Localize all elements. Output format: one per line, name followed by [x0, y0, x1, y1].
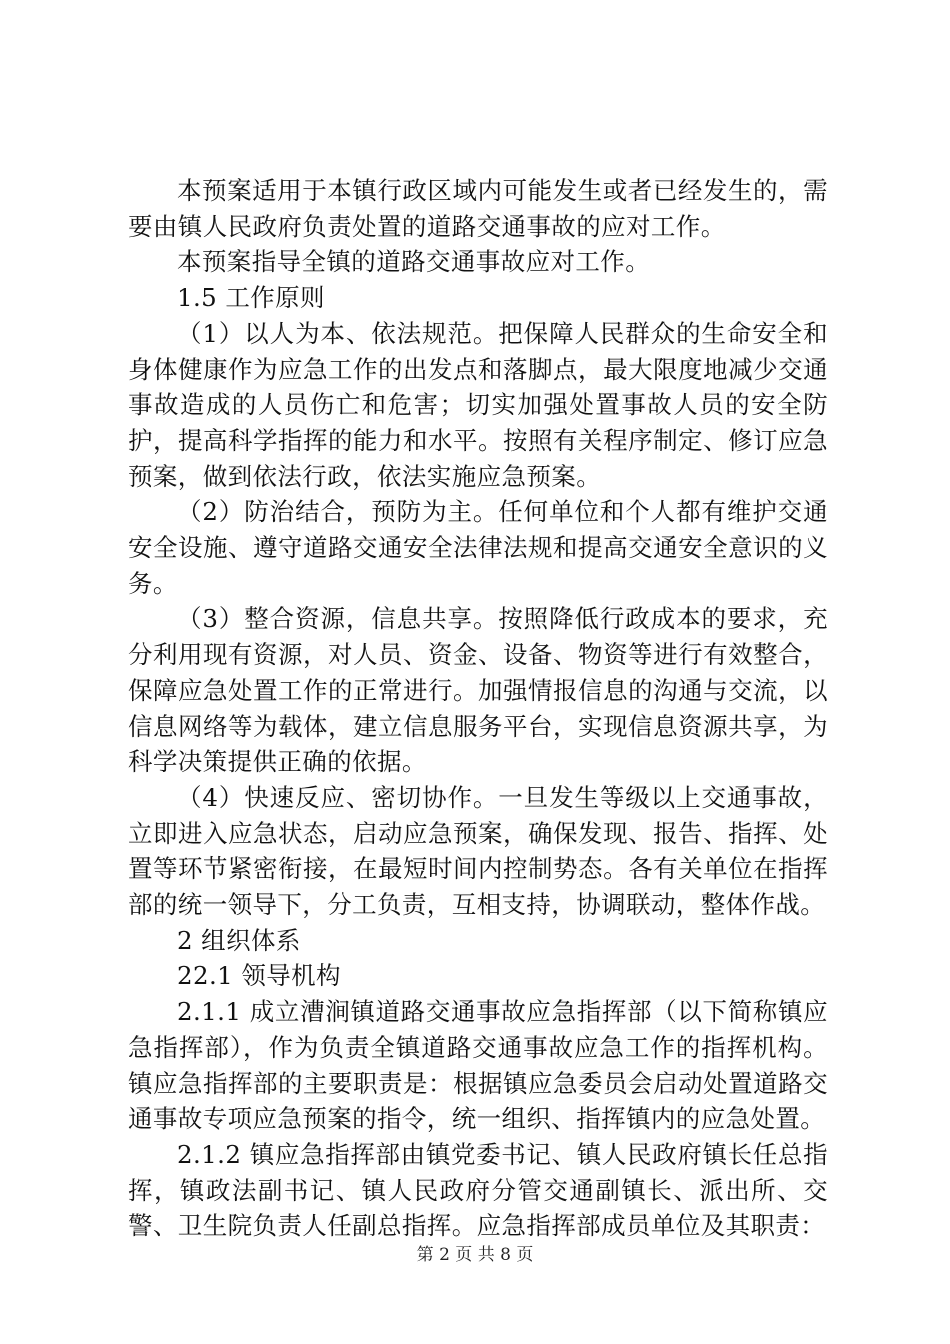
paragraph: （1）以人为本、依法规范。把保障人民群众的生命安全和身体健康作为应急工作的出发点和落脚点，最大限度地减少交通事故造成的人员伤亡和危害；切实加强处置事故人员的安全防护，提高科学指挥的能力和水平。按照有关程序制定、修订应急预案，做到依法行政，依法实施应急预案。: [128, 318, 828, 491]
paragraph: 2.1.1 成立漕涧镇道路交通事故应急指挥部（以下简称镇应急指挥部），作为负责全镇道路交通事故应急工作的指挥机构。镇应急指挥部的主要职责是：根据镇应急委员会启动处置道路交通事故专项应急预案的指令，统一组织、指挥镇内的应急处置。: [128, 997, 828, 1134]
section-heading: 2 组织体系: [177, 925, 301, 955]
paragraph: （3）整合资源，信息共享。按照降低行政成本的要求，充分利用现有资源，对人员、资金、设备、物资等进行有效整合，保障应急处置工作的正常进行。加强情报信息的沟通与交流，以信息网络等为载体，建立信息服务平台，实现信息资源共享，为科学决策提供正确的依据。: [128, 604, 828, 777]
paragraph: 本预案适用于本镇行政区域内可能发生或者已经发生的，需要由镇人民政府负责处置的道路交通事故的应对工作。: [128, 176, 828, 241]
section-heading: 1.5 工作原则: [177, 283, 325, 313]
paragraph: （4）快速反应、密切协作。一旦发生等级以上交通事故，立即进入应急状态，启动应急预案，确保发现、报告、指挥、处置等环节紧密衔接，在最短时间内控制势态。各有关单位在指挥部的统一领导下，分工负责，互相支持，协调联动，整体作战。: [128, 782, 828, 920]
page-number-label: 第 2 页 共 8 页: [416, 1245, 534, 1265]
paragraph: 本预案指导全镇的道路交通事故应对工作。: [177, 247, 651, 277]
paragraph: 2.1.2 镇应急指挥部由镇党委书记、镇人民政府镇长任总指挥，镇政法副书记、镇人民政府分管交通副镇长、派出所、交警、卫生院负责人任副总指挥。应急指挥部成员单位及其职责：: [128, 1139, 828, 1241]
page-footer: [0, 1244, 950, 1266]
paragraph: （2）防治结合，预防为主。任何单位和个人都有维护交通安全设施、遵守道路交通安全法律法规和提高交通安全意识的义务。: [128, 497, 828, 598]
document-body: [128, 173, 828, 1244]
section-heading: 22.1 领导机构: [177, 961, 341, 991]
